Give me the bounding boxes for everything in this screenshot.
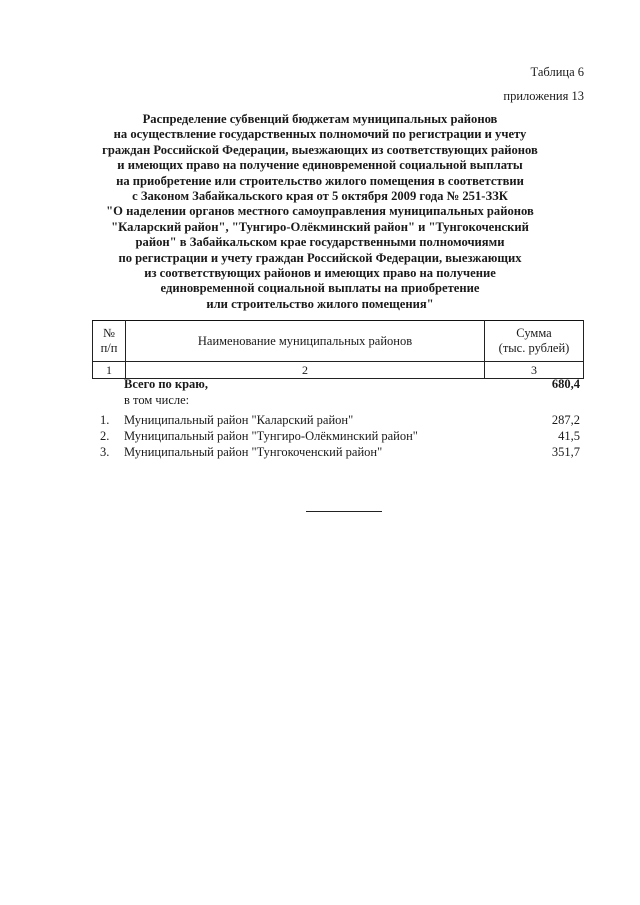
table-row [92,444,584,460]
title-line: по регистрации и учету граждан Российской Федерации, выезжающих [118,250,522,265]
total-sum: 680,4 [551,377,580,391]
including-row [92,392,584,408]
title-line: из соответствующих районов и имеющих право на получение [144,266,496,281]
title-line: единовременной социальной выплаты на приобретение [160,281,480,296]
district-name: Муниципальный район "Каларский район" [124,413,354,427]
table-number: Таблица 6 [530,65,584,79]
title-line: на осуществление государственных полномочий по регистрации и учету [113,127,527,142]
column-header-sum [485,321,584,362]
district-sum: 287,2 [551,413,580,427]
title-line: "Каларский район", "Тунгиро-Олёкминский район" и "Тунгокоченский [111,219,529,234]
column-header-sum-line2: (тыс. рублей) [498,341,570,355]
table-row [92,412,584,428]
column-header-number [93,321,126,362]
row-number: 1. [100,413,110,427]
appendix-reference: приложения 13 [503,89,584,103]
including-label: в том числе: [124,393,190,407]
column-header-number-line1: № [103,326,115,340]
row-number: 3. [100,445,110,459]
table-row [92,428,584,444]
header-row [93,321,584,362]
title-line: граждан Российской Федерации, выезжающих из соответствующих районов [102,142,538,157]
total-row [92,376,584,392]
column-header-name: Наименование муниципальных районов [126,321,485,362]
title-line: на приобретение или строительство жилого помещения в соответствии [116,173,524,188]
distribution-table-header [92,320,584,379]
table-body [92,376,584,460]
title-line: или строительство жилого помещения" [206,296,434,311]
row-number: 2. [100,429,110,443]
document-title [90,112,550,312]
title-line: район" в Забайкальском крае государственными полномочиями [135,235,505,250]
column-number-1: 1 [93,362,126,379]
district-name: Муниципальный район "Тунгокоченский район" [124,445,383,459]
district-sum: 41,5 [558,429,580,443]
district-sum: 351,7 [551,445,580,459]
title-line: и имеющих право на получение единовременной социальной выплаты [117,158,523,173]
district-name: Муниципальный район "Тунгиро-Олёкминский район" [124,429,418,443]
column-header-sum-line1: Сумма [516,326,552,340]
total-label: Всего по краю, [124,377,208,391]
end-divider-line [306,511,382,512]
column-header-number-line2: п/п [100,341,118,355]
title-line: "О наделении органов местного самоуправления муниципальных районов [106,204,534,219]
column-number-3: 3 [485,362,584,379]
title-line: Распределение субвенций бюджетам муниципальных районов [142,112,498,126]
column-number-2: 2 [126,362,485,379]
title-line: с Законом Забайкальского края от 5 октября 2009 года № 251-ЗЗК [132,189,508,204]
